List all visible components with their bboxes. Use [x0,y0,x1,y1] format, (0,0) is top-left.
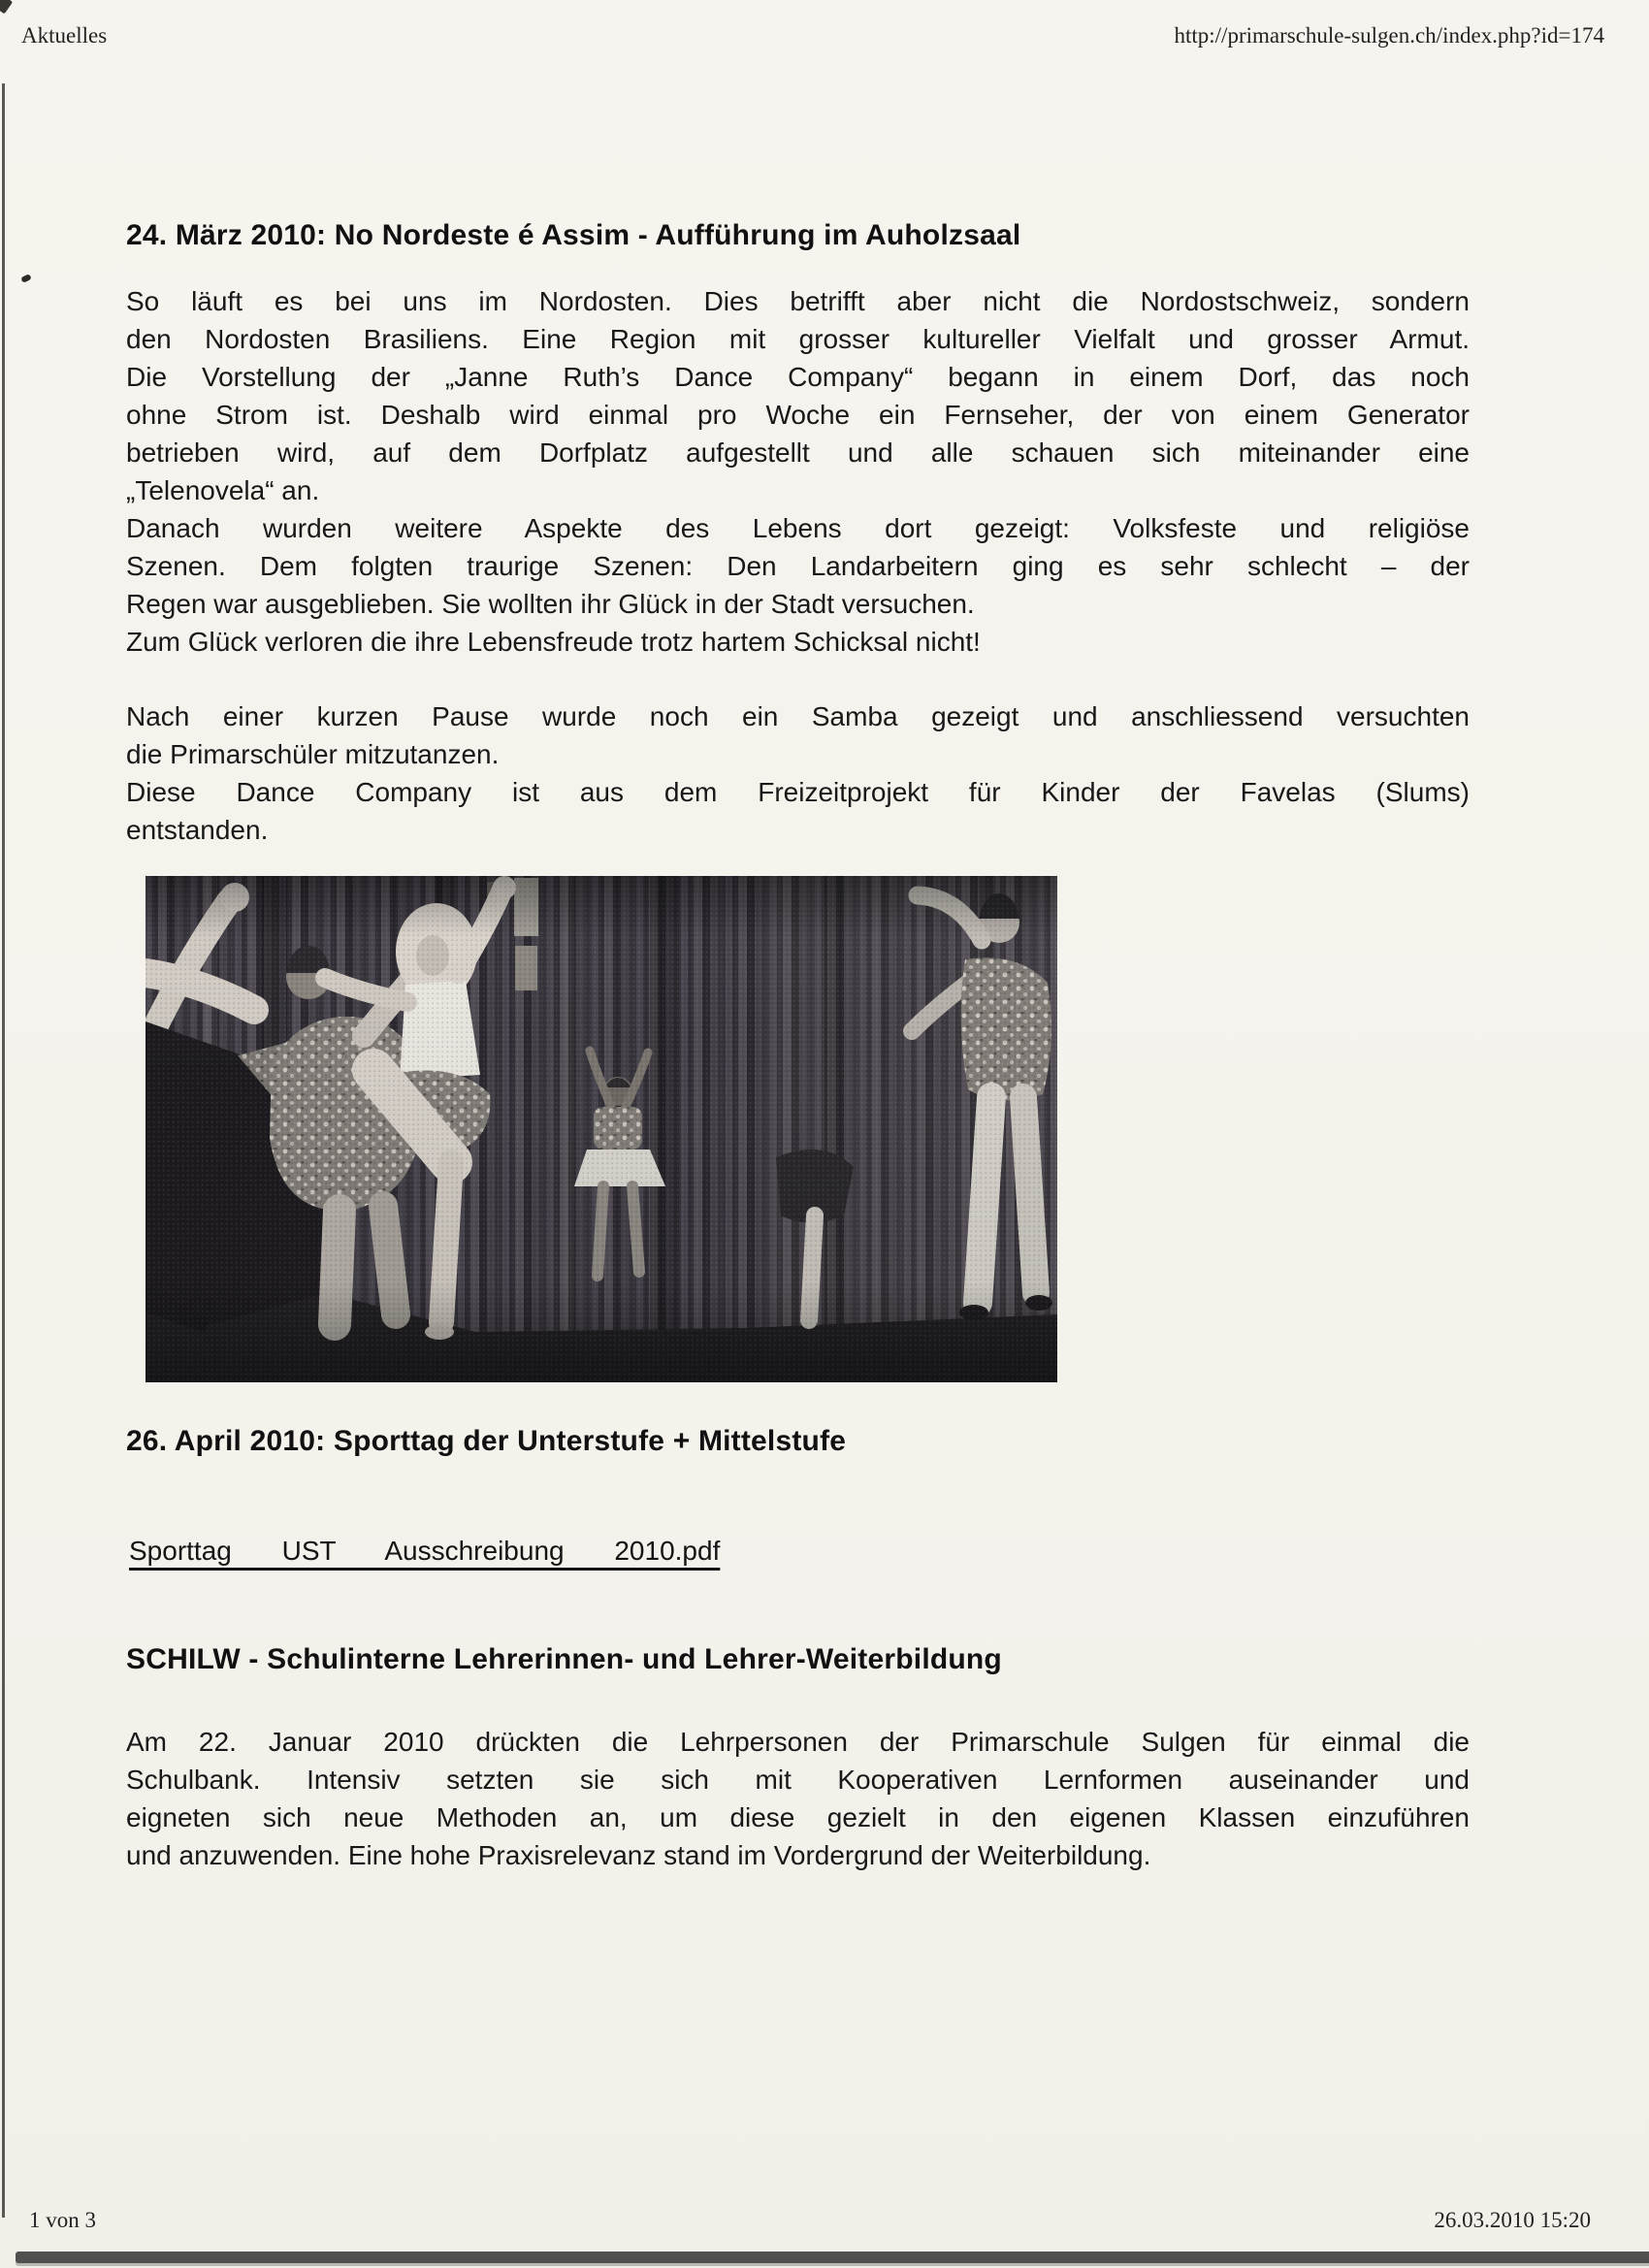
section3-heading: SCHILW - Schulinterne Lehrerinnen- und Lehrer-Weiterbildung [126,1643,1002,1675]
text-line: die Primarschüler mitzutanzen. [126,739,500,769]
scan-artifact-bottom-strip [16,2252,1649,2263]
scan-artifact-left-edge-line [2,83,5,2218]
print-header-title: Aktuelles [21,23,108,48]
footer-page-number: 1 von 3 [29,2208,96,2232]
text-line: Szenen. Dem folgten traurige Szenen: Den Landarbeitern ging es sehr schlecht – der [126,551,1470,581]
text-line: So läuft es bei uns im Nordosten. Dies betrifft aber nicht die Nordostschweiz, sondern [126,286,1470,316]
text-line: den Nordosten Brasiliens. Eine Region mit grosser kultureller Vielfalt und grosser Armut. [126,324,1470,354]
text-line: ohne Strom ist. Deshalb wird einmal pro Woche ein Fernseher, der von einem Generator [126,400,1470,430]
paragraph-performance [126,282,1470,661]
dancers-photo-illustration [146,876,1057,1382]
footer-timestamp: 26.03.2010 15:20 [1434,2208,1591,2232]
scan-artifact-speck [20,274,32,283]
paragraph-schilw [126,1723,1470,1874]
pdf-link[interactable]: Sporttag UST Ausschreibung 2010.pdf [129,1536,721,1566]
section1-heading: 24. März 2010: No Nordeste é Assim - Aufführung im Auholzsaal [126,219,1021,251]
text-line: Danach wurden weitere Aspekte des Lebens dort gezeigt: Volksfeste und religiöse [126,513,1470,543]
text-line: Am 22. Januar 2010 drückten die Lehrpersonen der Primarschule Sulgen für einmal die [126,1727,1470,1757]
print-header-url: http://primarschule-sulgen.ch/index.php?id=174 [1174,23,1604,48]
text-line: entstanden. [126,815,269,845]
paragraph-samba [126,697,1470,849]
text-line: Nach einer kurzen Pause wurde noch ein Samba gezeigt und anschliessend versuchten [126,701,1470,731]
text-line: eigneten sich neue Methoden an, um diese gezielt in den eigenen Klassen einzuführen [126,1802,1470,1832]
section2-heading: 26. April 2010: Sporttag der Unterstufe + Mittelstufe [126,1425,847,1457]
text-line: Zum Glück verloren die ihre Lebensfreude trotz hartem Schicksal nicht! [126,627,981,657]
text-line: und anzuwenden. Eine hohe Praxisrelevanz stand im Vordergrund der Weiterbildung. [126,1840,1151,1870]
dancers-photo [146,876,1057,1382]
text-line: Regen war ausgeblieben. Sie wollten ihr Glück in der Stadt versuchen. [126,589,975,619]
text-line: betrieben wird, auf dem Dorfplatz aufgestellt und alle schauen sich miteinander eine [126,437,1470,468]
text-line: Schulbank. Intensiv setzten sie sich mit Kooperativen Lernformen auseinander und [126,1765,1470,1795]
text-line: Die Vorstellung der „Janne Ruth’s Dance Company“ begann in einem Dorf, das noch [126,362,1470,392]
scan-artifact-corner-mark [0,0,13,14]
text-line: „Telenovela“ an. [126,475,320,505]
text-line: Diese Dance Company ist aus dem Freizeitprojekt für Kinder der Favelas (Slums) [126,777,1470,807]
